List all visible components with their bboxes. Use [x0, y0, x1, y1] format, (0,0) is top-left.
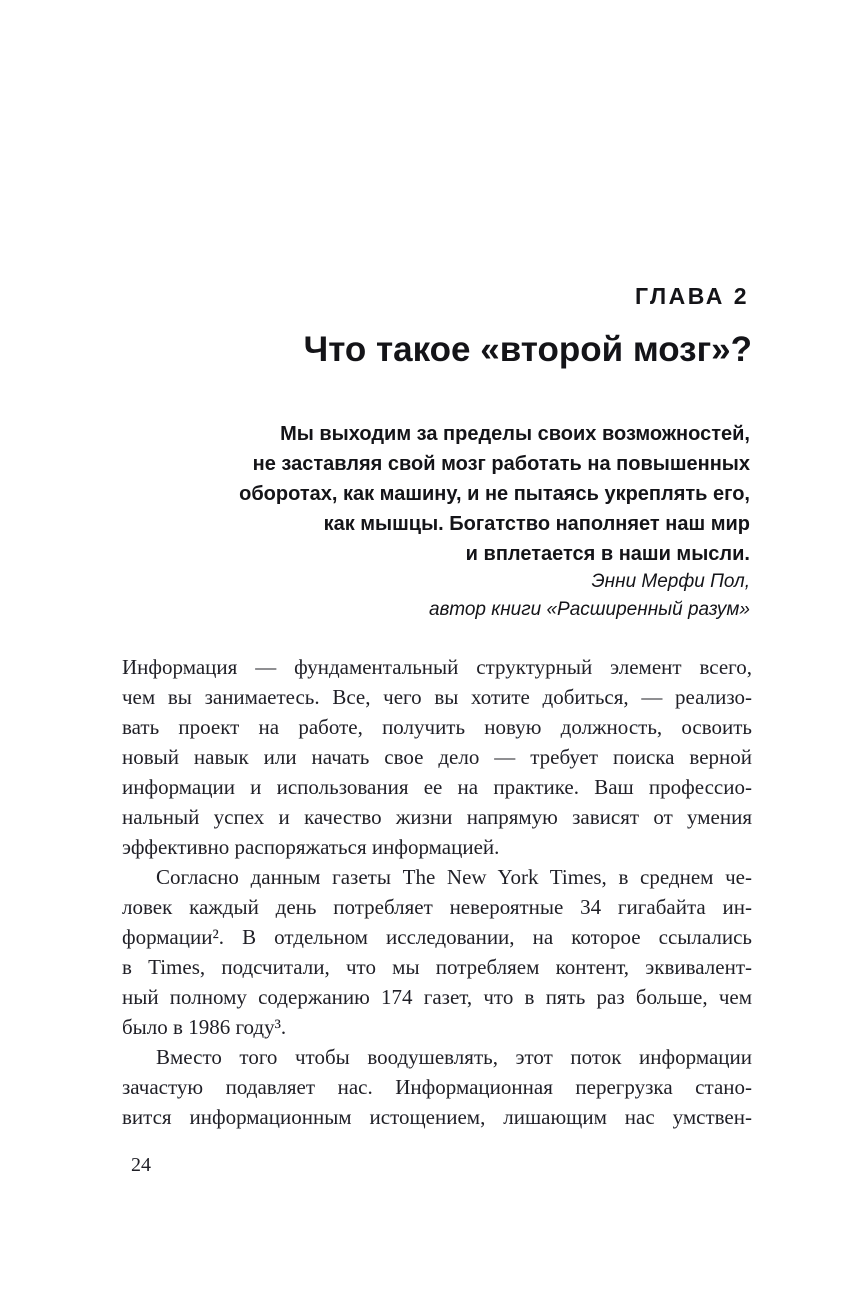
- attribution-line: Энни Мерфи Пол,: [591, 571, 750, 592]
- body-line: Вместо того чтобы воодушевлять, этот поток информации: [156, 1045, 752, 1069]
- body-line: ный полному содержанию 174 газет, что в пять раз больше, чем: [122, 985, 752, 1009]
- body-line: в Times, подсчитали, что мы потребляем контент, эквивалент-: [122, 955, 752, 979]
- chapter-label: ГЛАВА 2: [635, 283, 749, 309]
- body-line: зачастую подавляет нас. Информационная перегрузка стано-: [122, 1075, 752, 1099]
- body-line: вать проект на работе, получить новую должность, освоить: [122, 715, 752, 739]
- page-number: 24: [131, 1154, 151, 1176]
- epigraph-line: оборотах, как машину, и не пытаясь укреплять его,: [239, 483, 750, 505]
- body-text: [122, 652, 752, 1132]
- epigraph-line: и вплетается в наши мысли.: [465, 543, 750, 565]
- chapter-title: Что такое «второй мозг»?: [303, 330, 752, 369]
- body-line: Согласно данным газеты The New York Times, в среднем че-: [156, 865, 752, 889]
- body-line: эффективно распоряжаться информацией.: [122, 835, 500, 859]
- epigraph: [180, 419, 750, 569]
- body-line: было в 1986 году³.: [122, 1015, 287, 1039]
- epigraph-line: не заставляя свой мозг работать на повышенных: [252, 453, 750, 475]
- body-line: формации². В отдельном исследовании, на которое ссылались: [122, 925, 752, 949]
- body-line: Информация — фундаментальный структурный элемент всего,: [122, 655, 752, 679]
- attribution-line: автор книги «Расширенный разум»: [428, 599, 750, 620]
- body-line: чем вы занимаетесь. Все, чего вы хотите добиться, — реализо-: [122, 685, 752, 709]
- body-line: ловек каждый день потребляет невероятные 34 гигабайта ин-: [122, 895, 752, 919]
- body-line: нальный успех и качество жизни напрямую зависят от умения: [122, 805, 752, 829]
- epigraph-line: Мы выходим за пределы своих возможностей,: [280, 423, 750, 445]
- body-line: новый навык или начать свое дело — требует поиска верной: [122, 745, 752, 769]
- epigraph-attribution: [180, 568, 750, 624]
- body-line: информации и использования ее на практике. Ваш профессио-: [122, 775, 752, 799]
- epigraph-line: как мышцы. Богатство наполняет наш мир: [323, 513, 750, 535]
- body-line: вится информационным истощением, лишающим нас умствен-: [122, 1105, 752, 1129]
